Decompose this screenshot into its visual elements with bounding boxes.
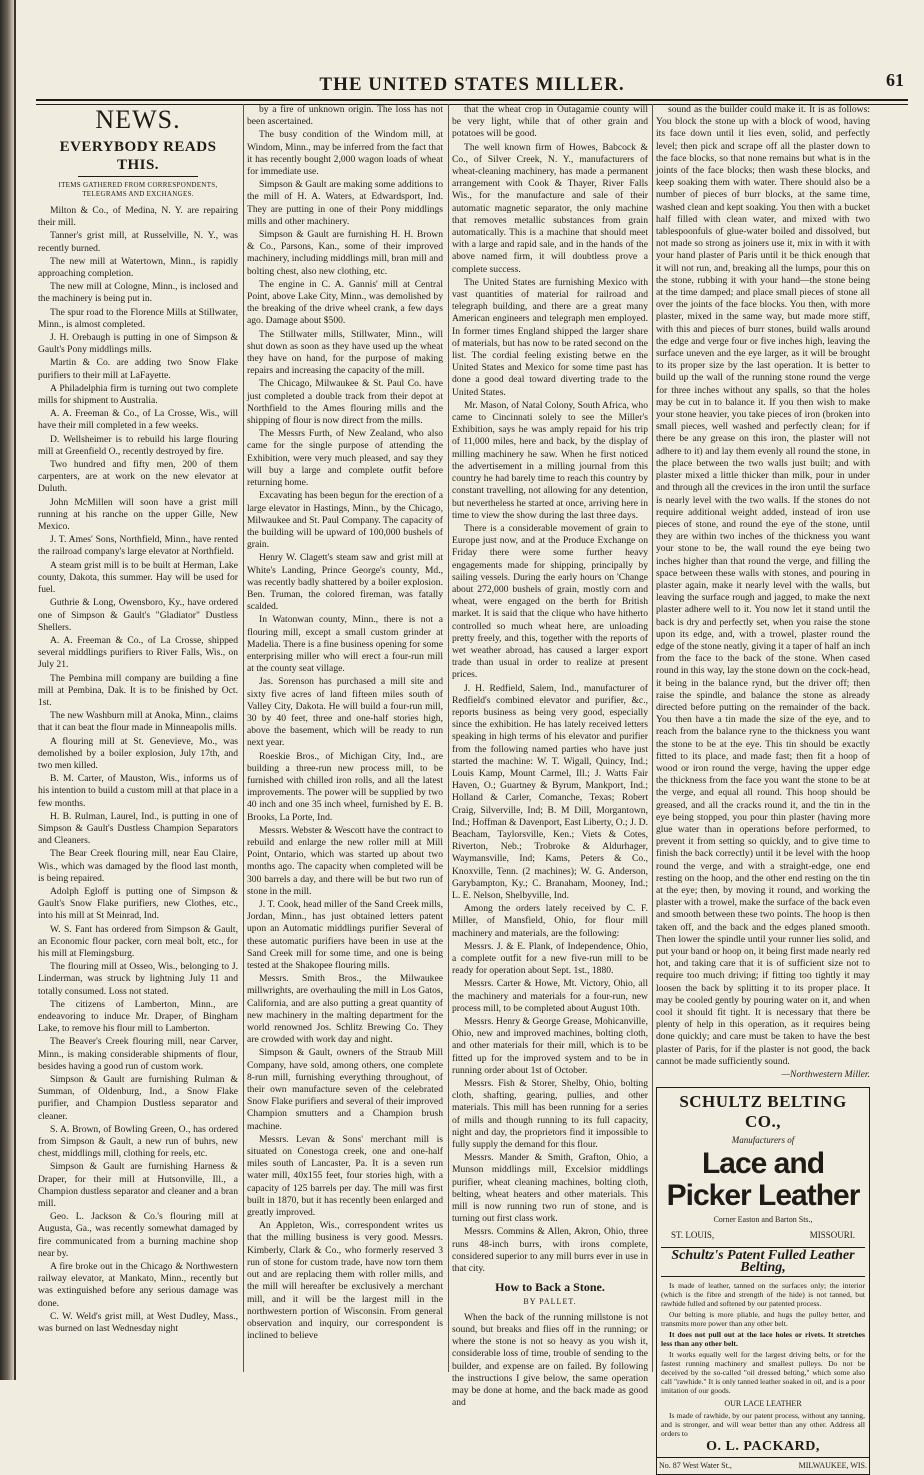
- news-paragraph: Messrs. Carter & Howe, Mt. Victory, Ohio, all the machinery and materials for a four-run, new process mill, to be completed about August 10th.: [452, 978, 648, 1014]
- news-paragraph: The well known firm of Howes, Babcock & Co., of Silver Creek, N. Y., manufacturers of wheat-cleaning machinery, has made a permanent arrangement with Cook & Thayer, River Falls Wis., for the manufacture and sale of their automatic magnetic separator, the only machine that removes metallic substances from grain automatically. This is a machine that should meet with a large and rapid sale, and in the hands of the above named firm, it will doubtless prove a complete success.: [452, 141, 648, 275]
- article-byline: BY PALLET.: [523, 1296, 577, 1306]
- ad-paragraph: Is made of rawhide, by our patent process, without any tanning, and is stronger, and will wear better than any other. Address all orders to: [661, 1411, 865, 1439]
- article-body-continued: [656, 104, 870, 1068]
- ad-manufacturers-label: Manufacturers of: [731, 1135, 795, 1146]
- ad-address: Corner Easton and Barton Sts.,: [713, 1215, 813, 1225]
- ad-paragraph: Is made of leather, tanned on the surfaces only; the interior (which is the fibre and strength of the hide) is not tanned, but rawhide fulled and softened by our patented process.: [661, 1281, 865, 1309]
- news-paragraph: Roeskie Bros., of Michigan City, Ind., are building a three-run new process mill, to be furnished with chilled iron rolls, and all the latest improvements. The power will be supplied by two 40 inch and one 35 inch wheel, furnished by E. B. Brooks, La Porte, Ind.: [247, 750, 443, 823]
- news-paragraph: Mr. Mason, of Natal Colony, South Africa, who came to Cincinnati solely to see the Miller's Exhibition, says he was amply repaid for his trip of 11,000 miles, here and back, by the display of milling machinery he saw. When he first noticed the advertisement in a milling journal from this country he had barely time to reach this country by constant travelling, not allowing for any detention, but nevertheless he started at once, arriving here in time to view the show during the last three days.: [452, 399, 648, 521]
- news-paragraph: Milton & Co., of Medina, N. Y. are repairing their mill.: [38, 205, 238, 229]
- column-4: [656, 104, 870, 1470]
- news-paragraph: sound as the builder could make it. It is as follows: You block the stone up with a block of wood, having its face down until it lies even, solid, and perfectly level; then pick and scrape off all the plaster down to the face blocks, so that none remains but what is in the joints of the face blocks; then wash these blocks, and keep soaking them with water. There should also be a number of pieces of burr blocks, at the same time, washed clean and kept soaking. You then with a bucket half filled with clean water, and mixed with two tablespoonfuls of glue-water boiled and dissolved, but not made so strong as joiners use it, mix in with it with your hand plaster of Paris until it be thick enough that it will not run, and, breaking all the lumps, pour this on the stone, rubbing it with your hand—the stone being at the time damped; and place small pieces of stone all over the joints of the face blocks. You then, with more plaster, mixed in the same way, but made more stiff, with this and pieces of burr stones, build walls around the edge and verge four or five inches high, leaving the surface uneven and the eye larger, as it will be brought to its proper size by the last operation. It is better to build up the wall of the running stone round the verge for three inches without any spalls, so that the holes may be cut in to balance it. If you then wish to make your stone heavier, you take pieces of iron (broken into small pieces, well washed and perfectly clean; for if there be any grease on this iron, the plaster will not adhere to it) and lay them evenly all round the stone, in the place between the two walls just built; and with plaster mixed a little thicker than milk, pour in under and through all the crevices in the iron until the surface is nearly level with the two walls. If the stones do not require additional weight added, instead of iron use pieces of stone, and round the eye of the stone, until they are within two inches of the thickness you want your stone to be, the wall round the eye being two inches higher than that round the verge, and filling the space between these walls with stones, and pouring in plaster again, make it nearly level with the walls, but leaving the surface rough and jagged, to make the next plaster adhere well to it. You now let it stand until the back is dry and perfectly set, when you raise the stone upon its edge, and, with a trowel, plaster round the edge of the stone neatly, giving it a taper of half an inch from the face to the back of the stone. When cased round in this way, lay the stone down on the cock-head, it being in the balance rynd, but the driver off; then raise the spindle, and balance the stone as already directed before putting on the remainder of the back. You then have a tin made the size of the eye, and to reach from the balance ryne to the thickness you want the stone to be at the eye. This tin should be exactly fitted to its place, and made fast; then fit a hoop of wood or iron round the verge, having the upper edge the thickness from the face you want the stone to be at the verge, and equal all round. This hoop should be greased, and all the cracks round it, and the tin in the eye being stopped, you pour thin plaster (having more glue water than in operations before performed, to prevent it from setting so quickly, and to give time to finish the back correctly) until it be level with the hoop round the verge, and with a straight-edge, one end resting on the hoop, and the other end resting on the tin at the eye; then, by moving it round, and working the plaster with a trowel, make the surface of the back even and smooth between these two points. The hoop is then taken off, and the back and the edges planed smooth. Then lower the spindle until your runner lies solid, and put your band or hoop on, it being first made nearly red hot, and taking care that it is of sufficient size not to require too much driving; if fitting too tightly it may loosen the back by splitting it to its proper place. It may be cooled gently by pouring water on it, and when cool it should fit tight. It is necessary that there be plenty of help in this operation, as it requires being done quickly; and care must be taken to have the best plaster of Paris, for if the plaster is not good, the back cannot be made sufficiently sound.: [656, 104, 870, 1067]
- ad-body: [661, 1281, 865, 1395]
- news-paragraph: Jas. Sorenson has purchased a mill site and sixty five acres of land fifteen miles south of Valley City, Dakota. He will build a four-run mill, 30 by 40 feet, three and one-half stories high, above the basement, which will be ready to run next year.: [247, 676, 443, 749]
- news-paragraph: The new mill at Watertown, Minn., is rapidly approaching completion.: [38, 255, 238, 280]
- news-paragraph: Henry W. Clagett's steam saw and grist mill at White's Landing, Prince George's county, Md., was recently badly shattered by a boiler explosion. Ben. Truman, the colored fireman, was fatally scalded.: [247, 552, 443, 613]
- news-paragraph: A. A. Freeman & Co., of La Crosse, Wis., will have their mill completed in a few weeks.: [38, 408, 238, 432]
- news-paragraph: An Appleton, Wis., correspondent writes us that the milling business is very good. Messrs. Kimberly, Clark & Co., who formerly reserved 3 run of stone for custom trade, have now torn them out and are replacing them with roller mills, and the mill will hereafter be exclusively a merchant mill, and it will be the largest mill in the northwestern portion of Wisconsin. From general observation and inquiry, our correspondent is inclined to believe: [247, 1220, 443, 1342]
- ad-agent-address-line: [657, 1457, 869, 1474]
- news-paragraph: Tanner's grist mill, at Russelville, N. Y., was recently burned.: [38, 230, 238, 254]
- news-paragraph: Messrs. Webster & Wescott have the contract to rebuild and enlarge the new roller mill at Mill Point, Ontario, which was started up about two months ago. The capacity when completed will be 300 barrels a day, and there will be but two run of stone in the mill.: [247, 824, 443, 897]
- ad-agent-city: MILWAUKEE, WIS.: [798, 1460, 867, 1470]
- article-body-start: [452, 1312, 648, 1410]
- news-paragraph: Adolph Egloff is putting one of Simpson & Gault's Snow Flake purifiers, new Clothes, etc., into his mill at St Meinrad, Ind.: [38, 885, 238, 922]
- subheading-rule: [78, 176, 198, 177]
- page-binding-edge: [0, 0, 14, 1380]
- binding-rule: [14, 0, 16, 1380]
- news-paragraph: Two hundred and fifty men, 200 of them carpenters, are at work on the new elevator at Duluth.: [38, 459, 238, 495]
- column-1-body: [38, 205, 238, 1335]
- ad-state: MISSOURI.: [809, 1229, 855, 1240]
- news-paragraph: The Chicago, Milwaukee & St. Paul Co. have just completed a double track from their depot at Northfield to the Ames flouring mills and the shipping of flour is now direct from the mills.: [247, 378, 443, 427]
- news-paragraph: A flouring mill at St. Genevieve, Mo., was demolished by a boiler explosion, July 17th, and two men killed.: [38, 735, 238, 771]
- news-paragraph: S. A. Brown, of Bowling Green, O., has ordered from Simpson & Gault, a new run of buhrs, new chest, middlings mill, clothing for reels, etc.: [38, 1123, 238, 1160]
- news-paragraph: Messrs. Levan & Sons' merchant mill is situated on Conestoga creek, one and one-half miles south of Lancaster, Pa. It is a seven run water mill, 40x155 feet, four stories high, with a capacity of 125 barrels per day. The mill was first built in 1870, but it has recently been enlarged and greatly improved.: [247, 1133, 443, 1219]
- news-source-line: ITEMS GATHERED FROM CORRESPONDENTS, TELEGRAMS AND EXCHANGES.: [58, 181, 218, 198]
- news-subheading: EVERYBODY READS THIS.: [59, 139, 217, 173]
- column-divider: [243, 104, 244, 1372]
- ad-agent-name: O. L. PACKARD,: [706, 1439, 820, 1455]
- news-paragraph: Messrs. Commins & Allen, Akron, Ohio, three runs 48-inch burrs, with irons complete, considered superior to any mill burrs ever in use in that city.: [452, 1226, 648, 1275]
- news-paragraph: W. S. Fant has ordered from Simpson & Gault, an Economic flour packer, corn meal bolt, etc., for his mill at Flemingsburg.: [38, 923, 238, 959]
- column-divider: [652, 104, 653, 1372]
- article-title: How to Back a Stone.: [495, 1280, 605, 1295]
- news-paragraph: J. H. Orebaugh is putting in one of Simpson & Gault's Pony middlings mills.: [38, 332, 238, 356]
- news-paragraph: The Stillwater mills, Stillwater, Minn., will shut down as soon as they have used up the wheat they have on hand, for the purpose of making repairs and increasing the capacity of the mill.: [247, 328, 443, 377]
- news-paragraph: Messrs. Henry & George Grease, Mohicanville, Ohio, new and improved machines, bolting cloth, and other materials for their mill, which is to be fitted up for the improved system and to be in running order about 1st of October.: [452, 1016, 648, 1076]
- news-paragraph: Excavating has been begun for the erection of a large elevator in Hastings, Minn., by the Chicago, Milwaukee and St. Paul Company. The capacity of the building will be upward of 100,000 bushels of grain.: [247, 490, 443, 551]
- news-paragraph: A Philadelphia firm is turning out two complete mills for shipment to Australia.: [38, 382, 238, 407]
- ad-city: ST. LOUIS,: [671, 1229, 715, 1240]
- news-paragraph: J. T. Cook, head miller of the Sand Creek mills, Jordan, Minn., has just obtained letters patent upon an Automatic middlings purifier Several of these automatic purifiers have been in use at the Sand Creek mill for some time, and one is being tested at the Shakopee flouring mills.: [247, 899, 443, 972]
- news-paragraph: that the wheat crop in Outagamie county will be very light, while that of other grain and potatoes will be good.: [452, 104, 648, 140]
- ad-paragraph: Our belting is more pliable, and hugs the pulley better, and transmits more power than any other belt.: [661, 1310, 865, 1329]
- news-paragraph: Simpson & Gault are furnishing Rulman & Summan, of Oldenburg, Ind., a Snow Flake purifier, and Champion Dustless separator and cleaner.: [38, 1074, 238, 1122]
- column-1: [38, 104, 238, 1372]
- news-heading: NEWS.: [95, 105, 181, 134]
- article-signoff: —Northwestern Miller.: [781, 1069, 870, 1081]
- ad-bold-claim: It does not pull out at the lace holes or rivets. It stretches less than any other belt.: [661, 1330, 865, 1349]
- news-paragraph: The spur road to the Florence Mills at Stillwater, Minn., is almost completed.: [38, 306, 238, 330]
- news-paragraph: The Bear Creek flouring mill, near Eau Claire, Wis., which was damaged by the flood last month, is being repaired.: [38, 848, 238, 884]
- page-number: 61: [886, 70, 904, 90]
- schultz-belting-advertisement: [656, 1087, 870, 1475]
- news-paragraph: The engine in C. A. Gannis' mill at Central Point, above Lake City, Minn., was demolished by the breaking of the drive wheel crank, a few days ago. Damage about $500.: [247, 278, 443, 327]
- news-paragraph: D. Wellsheimer is to rebuild his large flouring mill at Greenfield O., recently destroyed by fire.: [38, 433, 238, 457]
- news-paragraph: The Pembina mill company are building a fine mill at Pembina, Dak. It is to be finished by Oct. 1st.: [38, 672, 238, 708]
- ad-company-name: SCHULTZ BELTING CO.,: [679, 1092, 847, 1132]
- news-paragraph: Simpson & Gault, owners of the Straub Mill Company, have sold, among others, one complete 8-run mill, furnishing everything throughout, of their own manufacture seven of the celebrated Snow Flake purifiers and several of their improved Champion smutters and a Champion brush machine.: [247, 1047, 443, 1132]
- news-paragraph: H. B. Rulman, Laurel, Ind., is putting in one of Simpson & Gault's Dustless Champion Separators and Cleaners.: [38, 810, 238, 847]
- column-3: [452, 104, 648, 1409]
- news-paragraph: by a fire of unknown origin. The loss has not been ascertained.: [247, 104, 443, 128]
- news-paragraph: When the back of the running millstone is not sound, but breaks and flies off in the running; or where the stone is not so heavy as you wish it, considerable loss of time, trouble of sending to the builder, and expense are on failed. By following the instructions I give below, the same operation may be done at home, and the back made as good and: [452, 1311, 648, 1409]
- news-paragraph: A fire broke out in the Chicago & Northwestern railway elevator, at Mankato, Minn., recently but was extinguished before any serious damage was done.: [38, 1261, 238, 1309]
- news-paragraph: The Beaver's Creek flouring mill, near Carver, Minn., is making considerable shipments of flour, besides having a good run of custom work.: [38, 1036, 238, 1072]
- ad-patent-heading: Schultz's Patent Fulled Leather Belting,: [661, 1247, 865, 1277]
- column-2: [247, 104, 443, 1372]
- news-paragraph: The new mill at Cologne, Minn., is inclosed and the machinery is being put in.: [38, 281, 238, 305]
- news-paragraph: The United States are furnishing Mexico with vast quantities of material for railroad and telegraph building, and there are a great many American engineers and telegraph men employed. In former times England shipped the larger share of materials, but has now to be rated second on the list. The cordial feeling existing betwe en the United States and Mexico for some time past has done a good deal toward diverting trade to the United States.: [452, 276, 648, 398]
- news-paragraph: A steam grist mill is to be built at Herman, Lake county, Dakota, this summer. Hay will be used for fuel.: [38, 559, 238, 596]
- news-paragraph: In Watonwan county, Minn., there is not a flouring mill, except a small custom grinder at Madelia. There is a fine business opening for some enterprising miller who will erect a four-run mill at the county seat village.: [247, 614, 443, 675]
- news-paragraph: A. A. Freeman & Co., of La Crosse, shipped several middlings purifiers to River Falls, Wis., on July 21.: [38, 634, 238, 671]
- ad-paragraph: It works equally well for the largest driving belts, or for the fastest running machinery and smallest pulleys. Do not be deceived by the so-called "oil dressed belting," which some also call "rawhide." It is only tanned leather soaked in oil, and is a poor imitation of our goods.: [661, 1350, 865, 1396]
- news-paragraph: Messrs. Smith Bros., the Milwaukee millwrights, are overhauling the mill in Los Gatos, California, and are also putting a great quantity of new machinery in the malting department for the world renowned Jos. Schlitz Brewing Co. They are crowded with work day and night.: [247, 973, 443, 1046]
- news-paragraph: John McMillen will soon have a grist mill running at his ranche on the upper Gille, New Mexico.: [38, 496, 238, 533]
- column-2-body: [247, 104, 443, 1342]
- news-paragraph: Simpson & Gault are making some additions to the mill of H. A. Waters, at Edwardsport, Ind. They are putting in one of their Pony middlings mills and other machinery.: [247, 179, 443, 227]
- news-paragraph: J. T. Ames' Sons, Northfield, Minn., have rented the railroad company's large elevator at Northfield.: [38, 534, 238, 558]
- news-paragraph: B. M. Carter, of Mauston, Wis., informs us of his intention to build a custom mill at that place in a few months.: [38, 773, 238, 809]
- news-paragraph: The citizens of Lamberton, Minn., are endeavoring to induce Mr. Draper, of Bingham Lake, to remove his flour mill to Lamberton.: [38, 998, 238, 1035]
- news-paragraph: Among the orders lately received by C. F. Miller, of Mansfield, Ohio, for flour mill machinery and materials, are the following:: [452, 903, 648, 939]
- news-paragraph: Martin & Co. are adding two Snow Flake purifiers to their mill at LaFayette.: [38, 357, 238, 381]
- news-paragraph: The busy condition of the Windom mill, at Windom, Minn., may be inferred from the fact that it has recently bought 2,000 wagon loads of wheat for immediate use.: [247, 129, 443, 178]
- masthead-title: THE UNITED STATES MILLER.: [319, 74, 625, 95]
- news-paragraph: The new Washburn mill at Anoka, Minn., claims that it can beat the flour made in Minneapolis mills.: [38, 710, 238, 734]
- news-paragraph: J. H. Redfield, Salem, Ind., manufacturer of Redfield's combined elevator and purifier, &c., reports business as being very good, especially since the exhibition. He has lately received letters speaking in high terms of his elevator and purifier from the following named parties who have just started the machine: W. T. Wigall, Quincy, Ind.; Louis Kamp, Mount Carmel, Ill.; J. Watts Fair Haven, O.; Guartney & Byrum, Mankport, Ind.; Holland & Carler, Comanche, Texas; Robert Craig, Silverville, Ind; B. M Dill, Morgantown, Ind.; Hoffman & Davenport, East Liberty, O.; J. D. Beacham, Taylorsville, Ken.; Viets & Cotes, Riverton, Neb.; Trobroke & Aldurhager, Waymansville, Ind; Kams, Peters & Co., Knoxville, Tenn. (2 machines); W. G. Anderson, Garybampton, Ky.; C. Branaham, Mooney, Ind.; L. E. Nelson, Shelbyville, Ind.: [452, 682, 648, 901]
- news-paragraph: The flouring mill at Osseo, Wis., belonging to J. Linderman, was struck by lightning July 11 and totally consumed. Loss not stated.: [38, 961, 238, 997]
- news-paragraph: Messrs. Mander & Smith, Grafton, Ohio, a Munson middlings mill, Excelsior middlings purifier, wheat cleaning machines, bolting cloth, belting, wheat heaters and other materials. This mill is now running two run of stone, and is turning out first class work.: [452, 1152, 648, 1225]
- news-paragraph: Messrs. J. & E. Plank, of Independence, Ohio, a complete outfit for a new five-run mill to be ready for operation about Sept. 1st., 1880.: [452, 940, 648, 977]
- news-paragraph: Guthrie & Long, Owensboro, Ky., have ordered one of Simpson & Gault's "Gladiator" Dustless Shellers.: [38, 597, 238, 633]
- news-paragraph: The Messrs Furth, of New Zealand, who also came for the single purpose of attending the Exhibition, were very much pleased, and say they will buy a large and complete outfit before returning home.: [247, 428, 443, 489]
- ad-agent-address: No. 87 West Water St.,: [659, 1460, 732, 1470]
- column-3-body: [452, 104, 648, 1275]
- news-paragraph: C. W. Weld's grist mill, at West Dudley, Mass., was burned on last Wednesday night: [38, 1310, 238, 1335]
- column-divider: [448, 104, 449, 1372]
- news-paragraph: Geo. L. Jackson & Co.'s flouring mill at Augusta, Ga., was recently somewhat damaged by fire communicated from a burning machine shop near by.: [38, 1211, 238, 1259]
- ad-lace-body: [661, 1411, 865, 1438]
- news-paragraph: There is a considerable movement of grain to Europe just now, and at the Produce Exchange on Friday there were some further heavy engagements made for shipping, principally by sailing vessels. During the early hours on 'Change about 272,000 bushels of grain, mostly corn and wheat, were engaged on the berth for British market. It is said that the clique who have hitherto controlled so much wheat here, are unloading pretty freely, and this, together with the reports of wet weather abroad, has caused a larger export trade than usual in order to realize at present prices.: [452, 522, 648, 681]
- news-paragraph: Simpson & Gault are furnishing Harness & Draper, for their mill at Hutsonville, Ill., a Champion dustless separator and cleaner and a bran mill.: [38, 1161, 238, 1210]
- news-paragraph: Messrs. Fish & Storer, Shelby, Ohio, bolting cloth, shafting, gearing, pullies, and other materials. This mill has been running for a series of mills and though running to its full capacity, night and day, the proprietors find it impossible to fully supply the demand for this flour.: [452, 1078, 648, 1151]
- ad-lace-heading: OUR LACE LEATHER: [724, 1399, 802, 1409]
- ad-city-line: [661, 1227, 865, 1243]
- news-paragraph: Simpson & Gault are furnishing H. H. Brown & Co., Parsons, Kan., some of their improved machinery, including middlings mill, bran mill and bolting chest, also new clothing, etc.: [247, 229, 443, 277]
- ad-product-name: Lace and Picker Leather: [666, 1147, 860, 1213]
